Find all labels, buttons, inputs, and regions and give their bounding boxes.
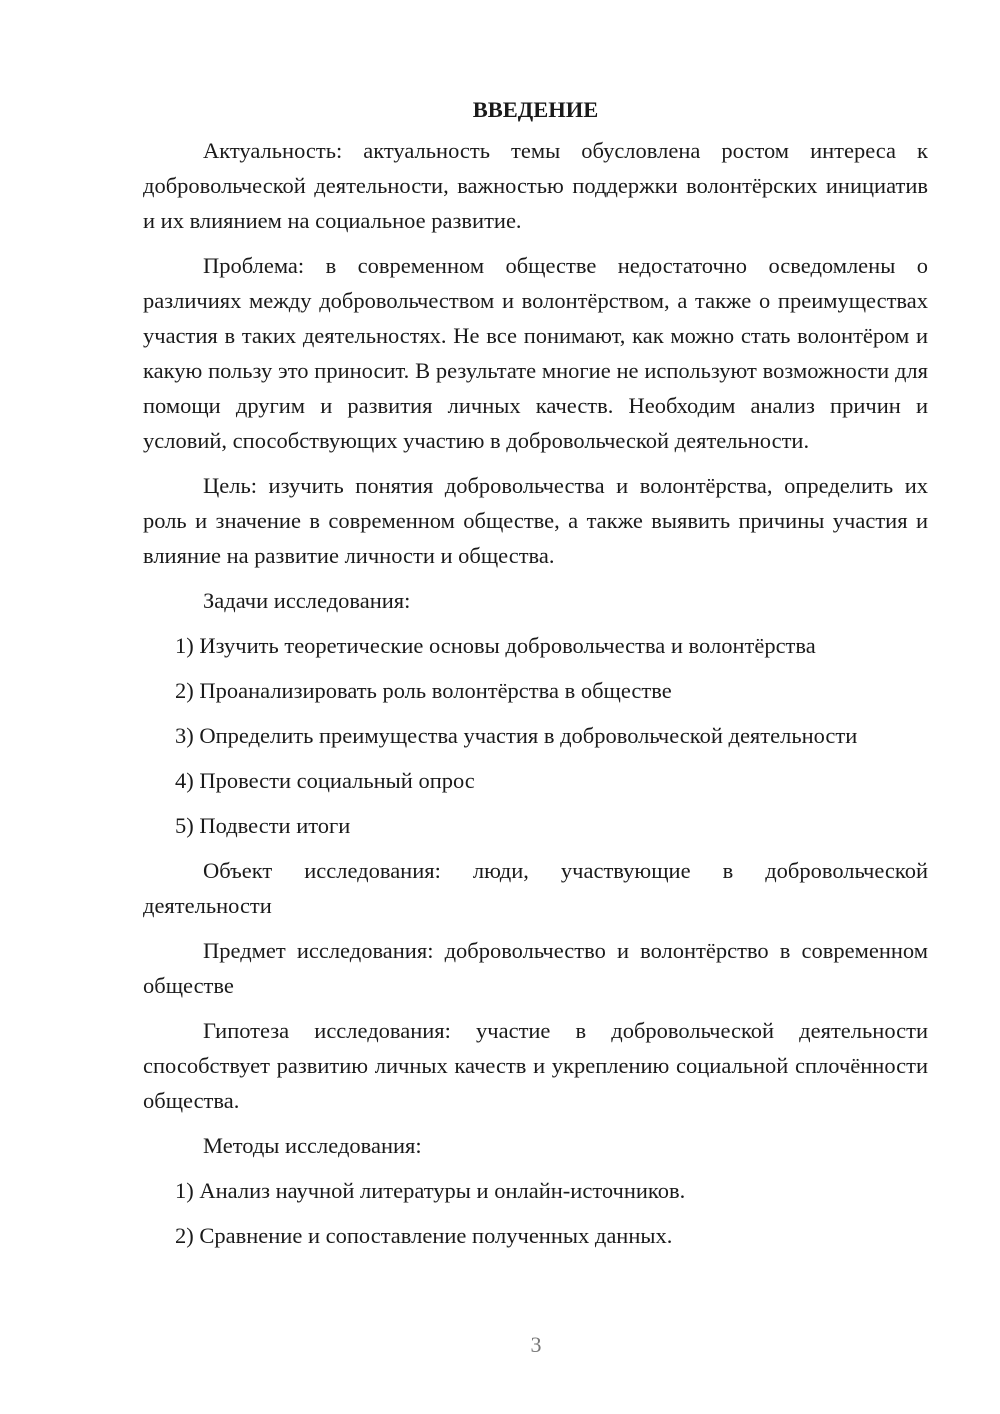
task-item: 3) Определить преимущества участия в добровольческой деятельности — [175, 723, 858, 748]
problem-paragraph: Проблема: в современном обществе недостаточно осведомлены о различиях между добровольчеством и волонтёрством, а также о преимуществах участия в таких деятельностях. Не все понимают, как можно стать волонтёром и какую пользу это приносит. В результате многие не используют возможности для помощи другим и развития личных качеств. Необходим анализ причин и условий, способствующих участию в добровольческой деятельности. — [143, 253, 928, 453]
tasks-heading: Задачи исследования: — [203, 588, 411, 613]
task-item: 1) Изучить теоретические основы добровольчества и волонтёрства — [175, 633, 816, 658]
subject-paragraph: Предмет исследования: добровольчество и волонтёрство в современном обществе — [143, 938, 928, 998]
document-page — [143, 92, 928, 1263]
task-item: 2) Проанализировать роль волонтёрства в обществе — [175, 678, 672, 703]
hypothesis-paragraph: Гипотеза исследования: участие в добровольческой деятельности способствует развитию личных качеств и укреплению социальной сплочённости общества. — [143, 1018, 928, 1113]
goal-paragraph: Цель: изучить понятия добровольчества и волонтёрства, определить их роль и значение в современном обществе, а также выявить причины участия и влияние на развитие личности и общества. — [143, 473, 928, 568]
task-item: 4) Провести социальный опрос — [175, 768, 475, 793]
method-item: 1) Анализ научной литературы и онлайн-источников. — [175, 1178, 686, 1203]
task-item: 5) Подвести итоги — [175, 813, 351, 838]
page-number: 3 — [530, 1332, 542, 1357]
document-title: ВВЕДЕНИЕ — [472, 97, 599, 122]
method-item: 2) Сравнение и сопоставление полученных данных. — [175, 1223, 673, 1248]
relevance-paragraph: Актуальность: актуальность темы обусловлена ростом интереса к добровольческой деятельности, важностью поддержки волонтёрских инициатив и их влиянием на социальное развитие. — [143, 138, 928, 233]
methods-heading: Методы исследования: — [203, 1133, 422, 1158]
object-paragraph: Объект исследования: люди, участвующие в добровольческой деятельности — [143, 858, 928, 918]
